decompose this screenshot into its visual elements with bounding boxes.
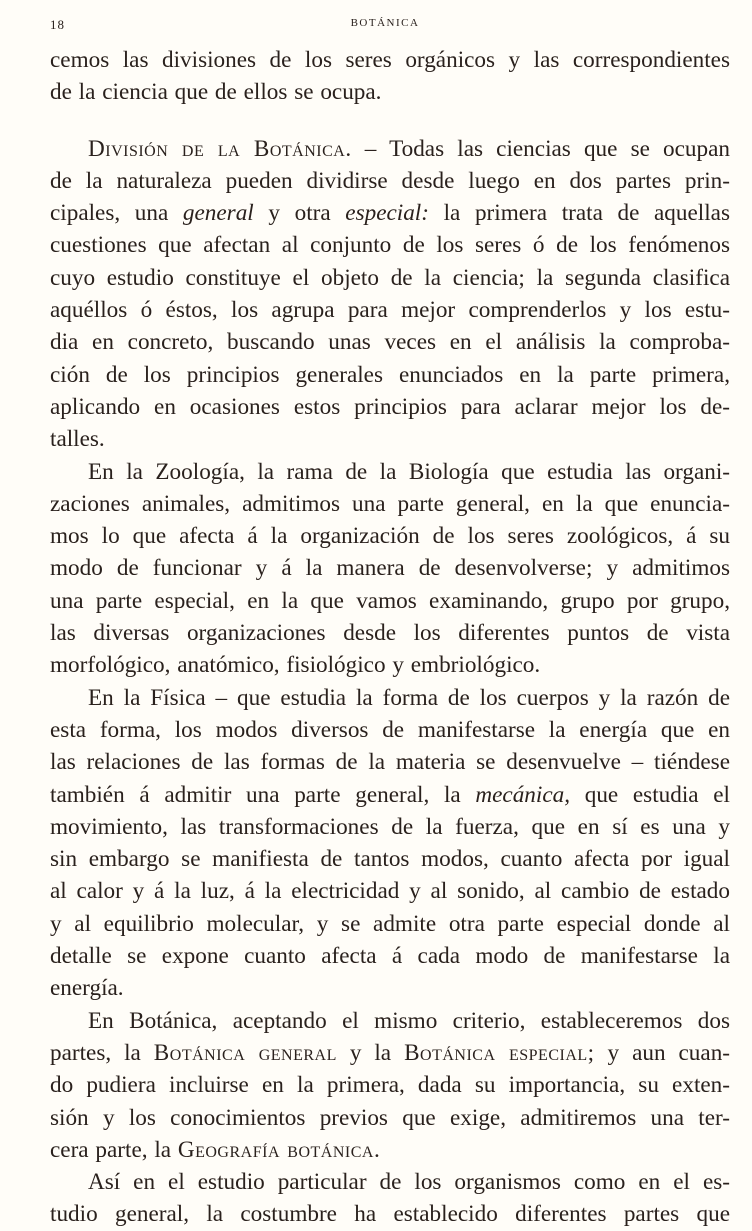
text-line: tudio general, la costumbre ha establecido diferentes partes que [50, 1201, 730, 1228]
text-line: modo de funcionar y á la manera de desenvolverse; y admitimos [50, 555, 730, 582]
text-line: cuyo estudio constituye el objeto de la ciencia; la segunda clasifica [50, 264, 730, 291]
text-line: cera parte, la Geografía botánica. [50, 1136, 381, 1163]
text-line: cipales, una general y otra especial: la primera trata de aquellas [50, 200, 730, 227]
paragraph-division-botanica [50, 133, 730, 456]
text-line: y al equilibrio molecular, y se admite otra parte especial donde al [50, 910, 730, 937]
term-botanica-especial: Botánica especial; [404, 1039, 595, 1066]
section-heading: División de la Botánica. [88, 135, 352, 162]
text-line: al calor y á la luz, á la electricidad y al sonido, al cambio de estado [50, 878, 730, 905]
text-line: En la Zoología, la rama de la Biología que estudia las organi- [88, 458, 730, 485]
text-line: División de la Botánica. – Todas las ciencias que se ocupan [88, 135, 730, 162]
text-line: En la Física – que estudia la forma de los cuerpos y la razón de [88, 684, 730, 711]
running-title: BOTÁNICA [350, 17, 420, 29]
text-line: una parte especial, en la que vamos examinando, grupo por grupo, [50, 587, 730, 614]
text-line: sin embargo se manifiesta de tantos modos, cuanto afecta por igual [50, 846, 730, 873]
text-line: talles. [50, 426, 105, 453]
text-line: también á admitir una parte general, la mecánica, que estudia el [50, 781, 730, 808]
text-line: las relaciones de las formas de la materia se desenvuelve – tiéndese [50, 749, 730, 776]
term-especial: especial: [345, 200, 429, 227]
text-line: energía. [50, 975, 124, 1002]
paragraph-fisica [50, 682, 730, 1005]
term-mecanica: mecánica, [475, 781, 571, 808]
body-text [50, 44, 730, 1231]
text-line: cuestiones que afectan al conjunto de los seres ó de los fenómenos [50, 232, 730, 259]
text-line: ción de los principios generales enunciados en la parte primera, [50, 361, 730, 388]
text-line: do pudiera incluirse en la primera, dada su importancia, su exten- [50, 1072, 730, 1099]
paragraph-botanica-partes [50, 1005, 730, 1166]
text-line: aquéllos ó éstos, los agrupa para mejor comprenderlos y los estu- [50, 297, 730, 324]
text-line: En Botánica, aceptando el mismo criterio, estableceremos dos [88, 1007, 730, 1034]
text-line: dia en concreto, buscando unas veces en el análisis la comproba- [50, 329, 730, 356]
paragraph-gap [50, 109, 730, 133]
text-line: partes, la Botánica general y la Botánica especial; y aun cuan- [50, 1039, 731, 1066]
term-general: general [182, 200, 254, 227]
text-line: movimiento, las transformaciones de la fuerza, que en sí es una y [50, 813, 730, 840]
text-line: esta forma, los modos diversos de manifestarse la energía que en [50, 716, 730, 743]
text-line: las diversas organizaciones desde los diferentes puntos de vista [50, 620, 730, 647]
text-line: de la ciencia que de ellos se ocupa. [50, 79, 382, 106]
text-line: zaciones animales, admitimos una parte general, en la que enuncia- [50, 490, 730, 517]
running-header [50, 17, 720, 37]
term-botanica-general: Botánica general [153, 1039, 337, 1066]
paragraph-zoologia [50, 456, 730, 682]
text-line: de la naturaleza pueden dividirse desde luego en dos partes prin- [50, 167, 730, 194]
page-number: 18 [50, 17, 65, 32]
text-line: detalle se expone cuanto afecta á cada modo de manifestarse la [50, 943, 730, 970]
paragraph-estudio [50, 1166, 730, 1231]
text-line: sión y los conocimientos previos que exige, admitiremos una ter- [50, 1104, 730, 1131]
text-line: Así en el estudio particular de los organismos como en el es- [88, 1169, 730, 1196]
term-geografia-botanica: Geografía botánica. [177, 1136, 381, 1163]
text-line: cemos las divisiones de los seres orgánicos y las correspondientes [50, 47, 730, 73]
text-line: morfológico, anatómico, fisiológico y embriológico. [50, 652, 541, 679]
paragraph-continuation [50, 44, 730, 109]
text-line: aplicando en ocasiones estos principios para aclarar mejor los de- [50, 393, 730, 420]
text-line: mos lo que afecta á la organización de los seres zoológicos, á su [50, 523, 730, 550]
